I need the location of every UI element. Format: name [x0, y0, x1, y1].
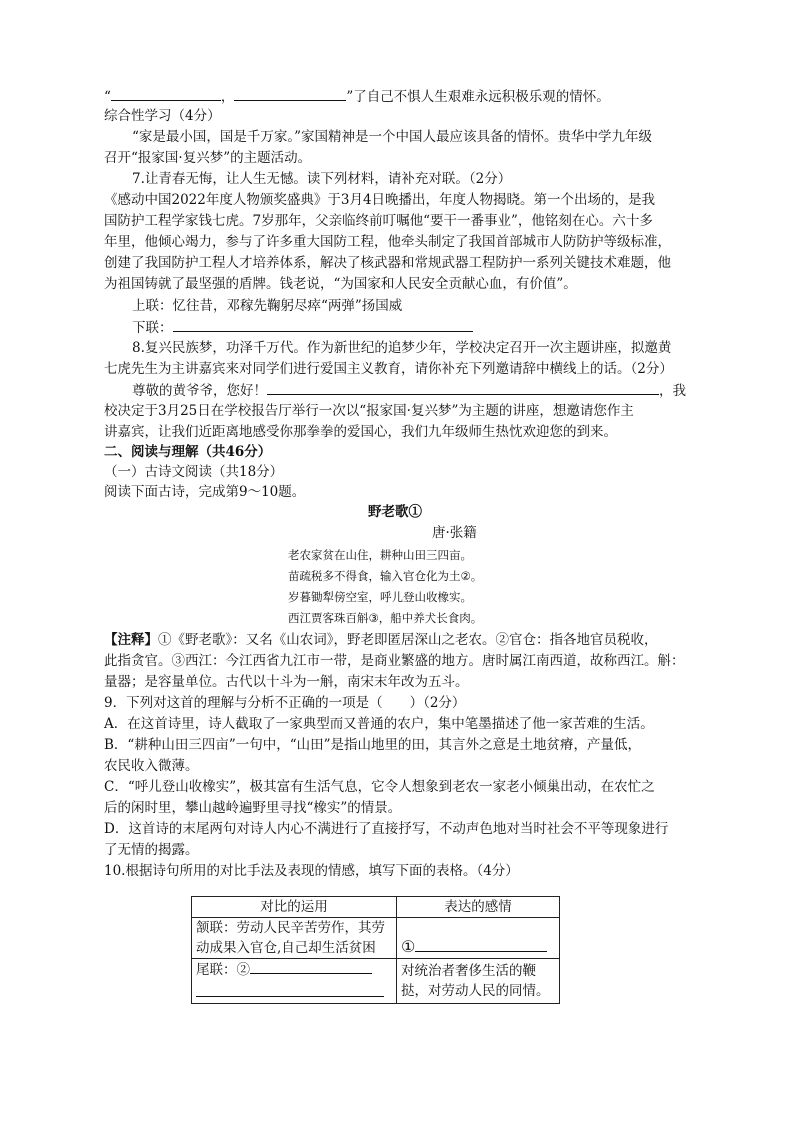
poem-quote-line: [104, 86, 610, 107]
contrast-blank-2a[interactable]: [250, 959, 372, 974]
poem-line-1: 老农家贫在山住，耕种山田三四亩。: [288, 548, 472, 562]
question-7: 7.让青春无悔，让人生无憾。读下列材料，请补充对联。（2分）: [132, 171, 512, 187]
emotion-blank-1[interactable]: [415, 937, 547, 952]
option-c-line-1: C．“呼儿登山收橡实”，极其富有生活气息，它令人想象到老农一家老小倾巢出动，在农忙之: [104, 779, 655, 795]
intro-line-1: “家是最小国，国是千万家。”家国精神是一个中国人最应该具备的情怀。贵华中学九年级: [132, 129, 653, 145]
row2-emotion-line-2: 挞，对劳动人民的同情。: [401, 983, 550, 999]
question-10: 10.根据诗句所用的对比手法及表现的情感，填写下面的表格。（4分）: [104, 863, 519, 879]
question-8-line-3: [132, 380, 686, 401]
question-8-line-4: 校决定于3月25日在学校报告厅举行一次以“报家国·复兴梦”为主题的讲座，想邀请您作主: [104, 403, 634, 419]
row2-contrast-cell: [192, 959, 397, 1004]
couplet-lower-line: [132, 317, 473, 338]
table-row: [192, 959, 560, 1004]
note-text-1: ①《野老歌》：又名《山农词》，野老即匿居深山之老农。②官仓：指各地官员税收，: [158, 632, 658, 648]
row2-contrast-label: 尾联：②: [196, 962, 250, 978]
quote-tail: ”了自己不惧人生艰难永远积极乐观的情怀。: [346, 89, 610, 105]
question-9: 9．下列对这首的理解与分析不正确的一项是（ ）（2分）: [104, 695, 466, 711]
material-line-3: 年里，他倾心竭力，参与了许多重大国防工程，他牵头制定了我国首部城市人防防护等级标准，: [104, 234, 671, 250]
row1-emotion-cell: [397, 918, 560, 959]
row1-contrast-cell: [192, 918, 397, 959]
poem-line-2: 苗疏税多不得食，输入官仓化为土②。: [288, 569, 483, 583]
greeting: 尊敬的黄爷爷，您好！: [132, 383, 267, 399]
row2-emotion-cell: [397, 959, 560, 1004]
option-c-line-2: 后的闲时里，攀山越岭遍野里寻找“橡实”的情景。: [104, 800, 402, 816]
header-emotion: 表达的感情: [397, 897, 560, 918]
note-line-2: 此指贪官。③西江：今江西省九江市一带，是商业繁盛的地方。唐时属江南西道，故称西江。斛：: [104, 653, 685, 669]
row2-emotion-line-1: 对统治者奢侈生活的鞭: [401, 963, 536, 979]
question-8-line-1: 8.复兴民族梦，功泽千万代。作为新世纪的追梦少年，学校决定召开一次主题讲座，拟邀黄: [132, 340, 672, 356]
couplet-lower-label: 下联：: [132, 320, 173, 336]
material-line-2: 国防护工程学家钱七虎。7岁那年，父亲临终前叮嘱他“要干一番事业”，他铭刻在心。六十多: [104, 213, 653, 229]
poem-line-4: 西江贾客珠百斛③，船中养犬长食肉。: [288, 611, 483, 625]
answer-blank-1[interactable]: [111, 86, 221, 101]
question-8-line-2: 七虎先生为主讲嘉宾来对同学们进行爱国主义教育，请你补充下列邀请辞中横线上的话。（2分）: [104, 361, 673, 377]
material-line-5: 为祖国铸就了最坚强的盾牌。钱老说，“为国家和人民安全贡献心血，有价值”。: [104, 276, 577, 292]
contrast-blank-2b[interactable]: [196, 982, 384, 997]
table-header-row: [192, 897, 560, 918]
circle-num-1: ①: [401, 937, 416, 956]
poem-line-3: 岁暮锄犁傍空室，呼儿登山收橡实。: [288, 590, 472, 604]
option-d-line-2: 了无情的揭露。: [104, 842, 199, 858]
note-line-1: [104, 630, 658, 650]
section-heading-comprehensive: 综合性学习（4分）: [104, 108, 221, 124]
option-d-line-1: D．这首诗的末尾两句对诗人内心不满进行了直接抒写，不动声色地对当时社会不平等现象进行: [104, 821, 669, 837]
intro-line-2: 召开“报家国·复兴梦”的主题活动。: [104, 150, 312, 166]
row1-contrast-line-2: 动成果入官仓,自己却生活贫困: [196, 940, 376, 956]
open-quote: “: [104, 89, 111, 105]
question-8-line-5: 讲嘉宾，让我们近距离地感受你那拳拳的爱国心，我们九年级师生热忱欢迎您的到来。: [104, 424, 617, 440]
option-a: A．在这首诗里，诗人截取了一家典型而又普通的农户，集中笔墨描述了他一家苦难的生活。: [104, 716, 654, 732]
material-line-1: 《感动中国2022年度人物颁奖盛典》于3月4日晚播出，年度人物揭晓。第一个出场的，是我: [104, 192, 656, 208]
header-contrast: 对比的运用: [192, 897, 397, 918]
material-line-4: 创建了我国防护工程人才培养体系，解决了核武器和常规武器工程防护一系列关键技术难题，他: [104, 255, 671, 271]
comma: ，: [220, 89, 235, 105]
poem-title: 野老歌①: [368, 504, 422, 520]
option-b-line-2: 农民收入微薄。: [104, 758, 199, 774]
greeting-tail: ，我: [659, 383, 686, 399]
note-line-3: 量器；是容量单位。古代以十斗为一斛，南宋末年改为五斗。: [104, 674, 469, 690]
option-b-line-1: B．“耕种山田三四亩”一句中，“山田”是指山地里的田，其言外之意是土地贫瘠，产量低，: [104, 737, 642, 753]
section-2-heading: 二、阅读与理解（共46分）: [104, 444, 272, 460]
reading-instruction: 阅读下面古诗，完成第9～10题。: [104, 484, 306, 500]
poem-author: 唐·张籍: [432, 525, 477, 541]
answer-blank-2[interactable]: [234, 86, 346, 101]
invitation-blank[interactable]: [267, 380, 659, 395]
section-2-1-heading: （一）古诗文阅读（共18分）: [104, 464, 284, 480]
row1-contrast-line-1: 颔联：劳动人民辛苦劳作，其劳: [196, 920, 385, 936]
couplet-lower-blank[interactable]: [173, 317, 473, 332]
table-row: [192, 918, 560, 959]
note-label: 【注释】: [104, 632, 158, 648]
couplet-upper: 上联：忆往昔，邓稼先鞠躬尽瘁“两弹”扬国威: [132, 298, 403, 314]
contrast-table: [191, 896, 560, 1004]
